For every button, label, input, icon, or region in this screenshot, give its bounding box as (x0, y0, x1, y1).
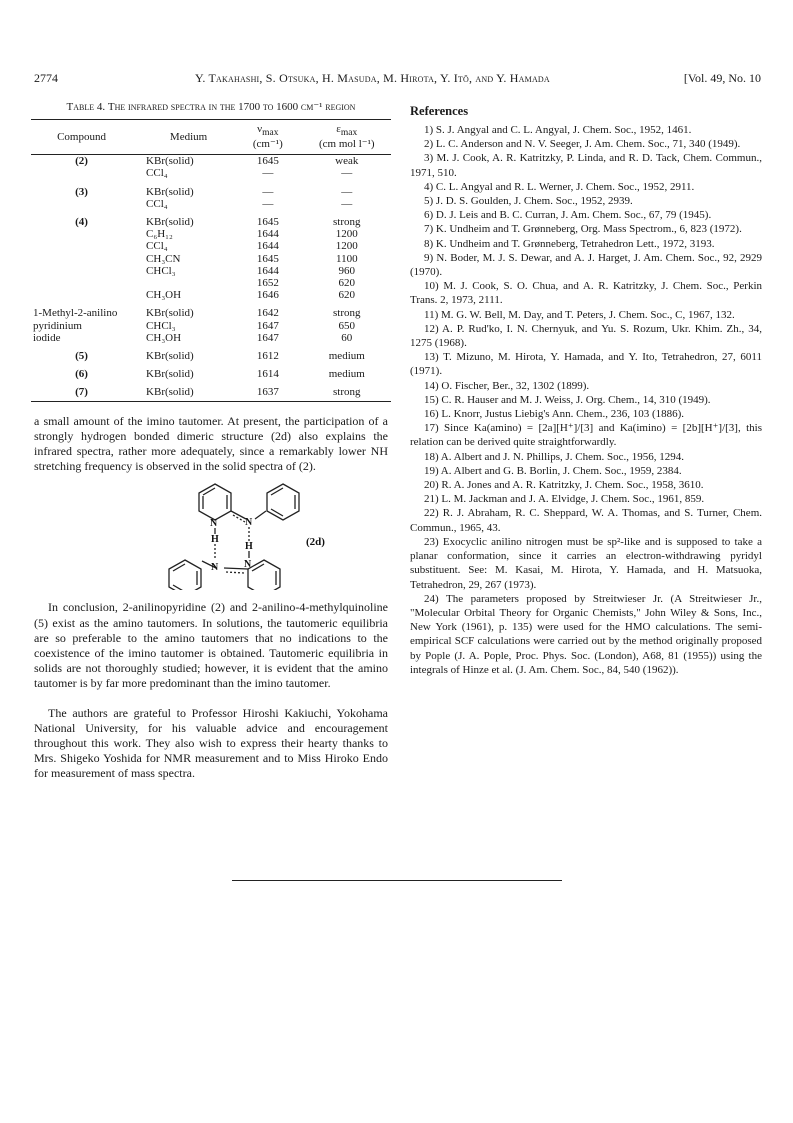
cell-medium: CCl₄ (146, 167, 168, 180)
cell-numax: 1614 (256, 368, 279, 381)
cell-compound (31, 228, 132, 240)
table-row (31, 362, 391, 380)
cell-compound (31, 198, 132, 210)
table-row (31, 167, 391, 179)
reference-item: 13) T. Mizuno, M. Hirota, Y. Hamada, and Y. Ito, Tetrahedron, 27, 6011 (1971). (410, 351, 762, 378)
reference-item: 10) M. J. Cook, S. O. Chua, and A. R. Katritzky, J. Chem. Soc., Perkin Trans. 2, 1973, 2111. (410, 280, 762, 307)
cell-epsmax: medium (328, 368, 365, 381)
reference-item: 19) A. Albert and G. B. Borlin, J. Chem. Soc., 1959, 2384. (424, 464, 682, 477)
cell-epsmax: 960 (338, 264, 356, 277)
paragraph-acknowledgement: The authors are grateful to Professor Hiroshi Kakiuchi, Yokohama National University, for his valuable advice and encouragement throughout this work. They also wish to express their hearty thanks to Mrs. Shigeko Yoshida for NMR measurement and to Miss Hiroko Endo for measurement of mass spectra. (34, 705, 388, 781)
table-title: The infrared spectra in the 1700 to 1600 cm⁻¹ region (107, 101, 356, 113)
cell-epsmax: weak (335, 155, 359, 168)
page-number: 2774 (34, 71, 58, 85)
reference-item: 16) L. Knorr, Justus Liebig's Ann. Chem., 236, 103 (1886). (424, 408, 685, 421)
cell-numax: — (262, 185, 274, 198)
reference-item: 3) M. J. Cook, A. R. Katritzky, P. Linda, and R. D. Tack, Chem. Commun., 1971, 510. (410, 152, 762, 179)
cell-epsmax: medium (328, 350, 365, 363)
cell-compound (31, 277, 132, 289)
top-pyridine-ring (199, 484, 231, 520)
cell-numax: 1647 (256, 331, 279, 344)
paragraph-conclusion: In conclusion, 2-anilinopyridine (2) and 2-anilino-4-methylquinoline (5) exist as the amino tautomers. In solutions, the tautomeric equilibria are so preferable to the amino tautomers that no indications to the coexistence of the imino tautomer is obtained. Tautomeric equilibria in solids are not thoroughly studied; however, it is evident that the amino tautomer is by far more predominant than the imino tautomer. (34, 600, 388, 691)
cell-compound: 1-Methyl-2-anilino (33, 307, 118, 320)
reference-item: 5) J. D. S. Goulden, J. Chem. Soc., 1952, 2939. (424, 195, 633, 208)
cell-numax: — (262, 197, 274, 210)
cell-numax: 1644 (256, 264, 279, 277)
table-label: Table 4. (66, 101, 106, 113)
running-authors: Y. Takahashi, S. Otsuka, H. Masuda, M. Hirota, Y. Itō, and Y. Hamada (195, 71, 550, 85)
table-row (31, 332, 391, 344)
reference-item: 1) S. J. Angyal and C. L. Angyal, J. Chem. Soc., 1952, 1461. (424, 124, 692, 136)
cell-compound (31, 289, 132, 301)
table-row (31, 253, 391, 265)
numax-sub: max (262, 128, 279, 139)
cell-compound: iodide (33, 331, 61, 344)
cell-numax: 1644 (256, 228, 279, 241)
col-compound: Compound (31, 120, 132, 155)
table-row (31, 265, 391, 277)
cell-compound: (3) (75, 185, 88, 198)
epsmax-symbol: ε (336, 123, 341, 135)
table-header-row (31, 120, 391, 155)
reference-item: 20) R. A. Jones and A. R. Katritzky, J. Chem. Soc., 1958, 3610. (424, 479, 704, 492)
volume-info: [Vol. 49, No. 10 (683, 71, 761, 85)
cell-numax: 1644 (256, 240, 279, 253)
cell-medium: KBr(solid) (146, 216, 194, 228)
atom-n-bottom-ring: N (244, 559, 252, 571)
cell-epsmax: 1100 (335, 252, 358, 265)
cell-compound: (4) (75, 216, 88, 228)
paragraph-tautomer: a small amount of the imino tautomer. At present, the participation of a strongly hydrogen bonded dimeric structure (2d) also explains the infrared spectra, rather more adequately, since a remarkably lower NH stretching frequency is observed in the solid spectra of (2). (34, 413, 388, 474)
atom-n-bottom-imino: N (211, 562, 219, 574)
col-medium: Medium (132, 120, 233, 155)
cell-numax: 1646 (256, 289, 279, 302)
cell-numax: 1642 (256, 307, 279, 320)
cell-medium: CCl₄ (146, 240, 168, 253)
cell-medium: KBr(solid) (146, 307, 194, 320)
cell-epsmax: 60 (341, 331, 353, 344)
cell-medium: KBr(solid) (132, 380, 233, 401)
cell-numax: 1612 (256, 350, 279, 363)
cell-medium: KBr(solid) (146, 350, 194, 363)
numax-symbol: ν (257, 123, 263, 135)
cell-epsmax: strong (333, 216, 361, 228)
ir-spectra-table (31, 119, 391, 402)
cell-numax: 1647 (256, 319, 279, 332)
reference-item: 22) R. J. Abraham, R. C. Sheppard, W. A. Thomas, and S. Turner, Chem. Commun., 1965, 43. (410, 507, 762, 534)
table-row (31, 155, 391, 168)
reference-item: 9) N. Boder, M. J. S. Dewar, and A. J. Harget, J. Am. Chem. Soc., 92, 2929 (1970). (410, 251, 762, 279)
cell-epsmax: 620 (338, 277, 356, 290)
reference-item: 14) O. Fischer, Ber., 32, 1302 (1899). (424, 379, 590, 392)
cell-medium: KBr(solid) (146, 155, 194, 168)
cell-epsmax: — (341, 185, 353, 198)
cell-compound: (2) (75, 155, 88, 168)
reference-item: 15) C. R. Hauser and M. J. Weiss, J. Org. Chem., 14, 310 (1949). (424, 393, 711, 406)
cell-compound: (5) (75, 350, 88, 363)
cell-epsmax: 650 (338, 319, 356, 332)
table-row (31, 277, 391, 289)
atom-n-top-ring: N (210, 518, 218, 530)
top-phenyl-ring (267, 484, 299, 520)
cell-numax: 1645 (256, 155, 279, 168)
cell-epsmax: strong (303, 380, 391, 401)
cell-numax: 1645 (256, 252, 279, 265)
table-row (31, 240, 391, 252)
table-body (31, 155, 391, 401)
right-column (410, 104, 762, 677)
references-heading: References (410, 104, 469, 118)
table-row (31, 320, 391, 332)
cell-epsmax: strong (333, 307, 361, 320)
reference-item: 18) A. Albert and J. N. Phillips, J. Chem. Soc., 1956, 1294. (424, 450, 685, 463)
epsmax-unit: (cm mol l⁻¹) (319, 138, 375, 151)
reference-item: 24) The parameters proposed by Streitwieser Jr. (A Streitwieser Jr., "Molecular Orbital Theory for Organic Chemists," John Wiley & Sons, Inc., New York (1961), p. 135) were used for the HMO calculations. The semi-empirical SCF calculations were carried out by the method originally proposed by Pople (J. A. Pople, Proc. Phys. Soc. (London), A68, 81 (1955)) using the integrals of Hinze et al. (J. Am. Chem. Soc., 84, 540 (1962)). (410, 592, 762, 676)
table-caption (34, 100, 388, 115)
cell-medium: C₆H₁₂ (146, 228, 173, 241)
cell-compound: pyridinium (33, 319, 82, 332)
table-row (31, 344, 391, 362)
structure-label: (2d) (306, 536, 325, 549)
table-row (31, 380, 391, 401)
reference-item: 6) D. J. Leis and B. C. Curran, J. Am. Chem. Soc., 67, 79 (1945). (424, 209, 712, 222)
reference-item: 11) M. G. W. Bell, M. Day, and T. Peters, J. Chem. Soc., C, 1967, 132. (424, 308, 735, 321)
cell-numax: — (262, 167, 274, 180)
cell-compound (31, 253, 132, 265)
cell-epsmax: — (341, 197, 353, 210)
reference-item: 21) L. M. Jackman and J. A. Elvidge, J. Chem. Soc., 1961, 859. (424, 493, 705, 506)
cell-epsmax: 1200 (335, 228, 358, 241)
atom-h-right: H (245, 541, 253, 553)
cell-compound (31, 265, 132, 277)
cell-compound (31, 167, 132, 179)
atom-h-left: H (211, 534, 219, 546)
table-row (31, 301, 391, 319)
col-epsmax (303, 120, 391, 155)
cell-epsmax: 620 (338, 289, 356, 302)
reference-item: 7) K. Undheim and T. Grønneberg, Org. Mass Spectrom., 6, 823 (1972). (424, 223, 742, 236)
table-row (31, 289, 391, 301)
cell-medium: CCl₄ (146, 197, 168, 210)
epsmax-sub: max (340, 128, 358, 139)
cell-compound: (6) (75, 368, 88, 381)
numax-unit: (cm⁻¹) (252, 138, 283, 151)
reference-item: 8) K. Undheim and T. Grønneberg, Tetrahedron Lett., 1972, 3193. (424, 237, 715, 250)
cell-numax: 1637 (233, 380, 302, 401)
cell-medium: CH₃OH (146, 289, 182, 302)
table-row (31, 210, 391, 228)
col-numax (233, 120, 302, 155)
cell-medium: CH₃OH (146, 331, 182, 344)
cell-compound (31, 240, 132, 252)
table-row (31, 198, 391, 210)
table-row (31, 228, 391, 240)
cell-medium: CHCl₃ (146, 319, 176, 332)
dimer-structure-2d (34, 482, 388, 590)
left-column (34, 100, 388, 782)
atom-n-top-imino: N (245, 517, 253, 529)
reference-item: 12) A. P. Rud'ko, I. N. Chernyuk, and Yu. S. Rozum, Ukr. Khim. Zh., 34, 1275 (1968). (410, 322, 762, 350)
cell-epsmax: 1200 (335, 240, 358, 253)
cell-medium: KBr(solid) (146, 368, 194, 381)
reference-item: 23) Exocyclic anilino nitrogen must be sp²-like and is supposed to take a planar conformation, since it carries an electron-withdrawing pyridyl substituent. See: M. Kasai, M. Hirota, Y. Hamada, and H. Matsuoka, Tetrahedron, 29, 267 (1973). (410, 535, 762, 591)
cell-compound: (7) (31, 380, 132, 401)
cell-medium (132, 277, 233, 289)
reference-item: 4) C. L. Angyal and R. L. Werner, J. Chem. Soc., 1952, 2911. (424, 180, 695, 193)
reference-item: 2) L. C. Anderson and N. V. Seeger, J. Am. Chem. Soc., 71, 340 (1949). (424, 138, 741, 151)
dimer-structure-svg (34, 482, 388, 590)
end-rule (232, 880, 562, 881)
cell-medium: CHCl₃ (146, 264, 176, 277)
cell-epsmax: — (341, 167, 353, 180)
table-row (31, 180, 391, 198)
cell-medium: KBr(solid) (146, 185, 194, 198)
cell-numax: 1652 (256, 277, 279, 290)
reference-item: 17) Since Ka(amino) = [2a][H⁺]/[3] and Ka(imino) = [2b][H⁺]/[3], this relation can be derived quite straightforwardly. (410, 422, 762, 449)
cell-numax: 1645 (256, 216, 279, 228)
cell-medium: CH₃CN (146, 252, 181, 265)
references-list (410, 123, 762, 677)
